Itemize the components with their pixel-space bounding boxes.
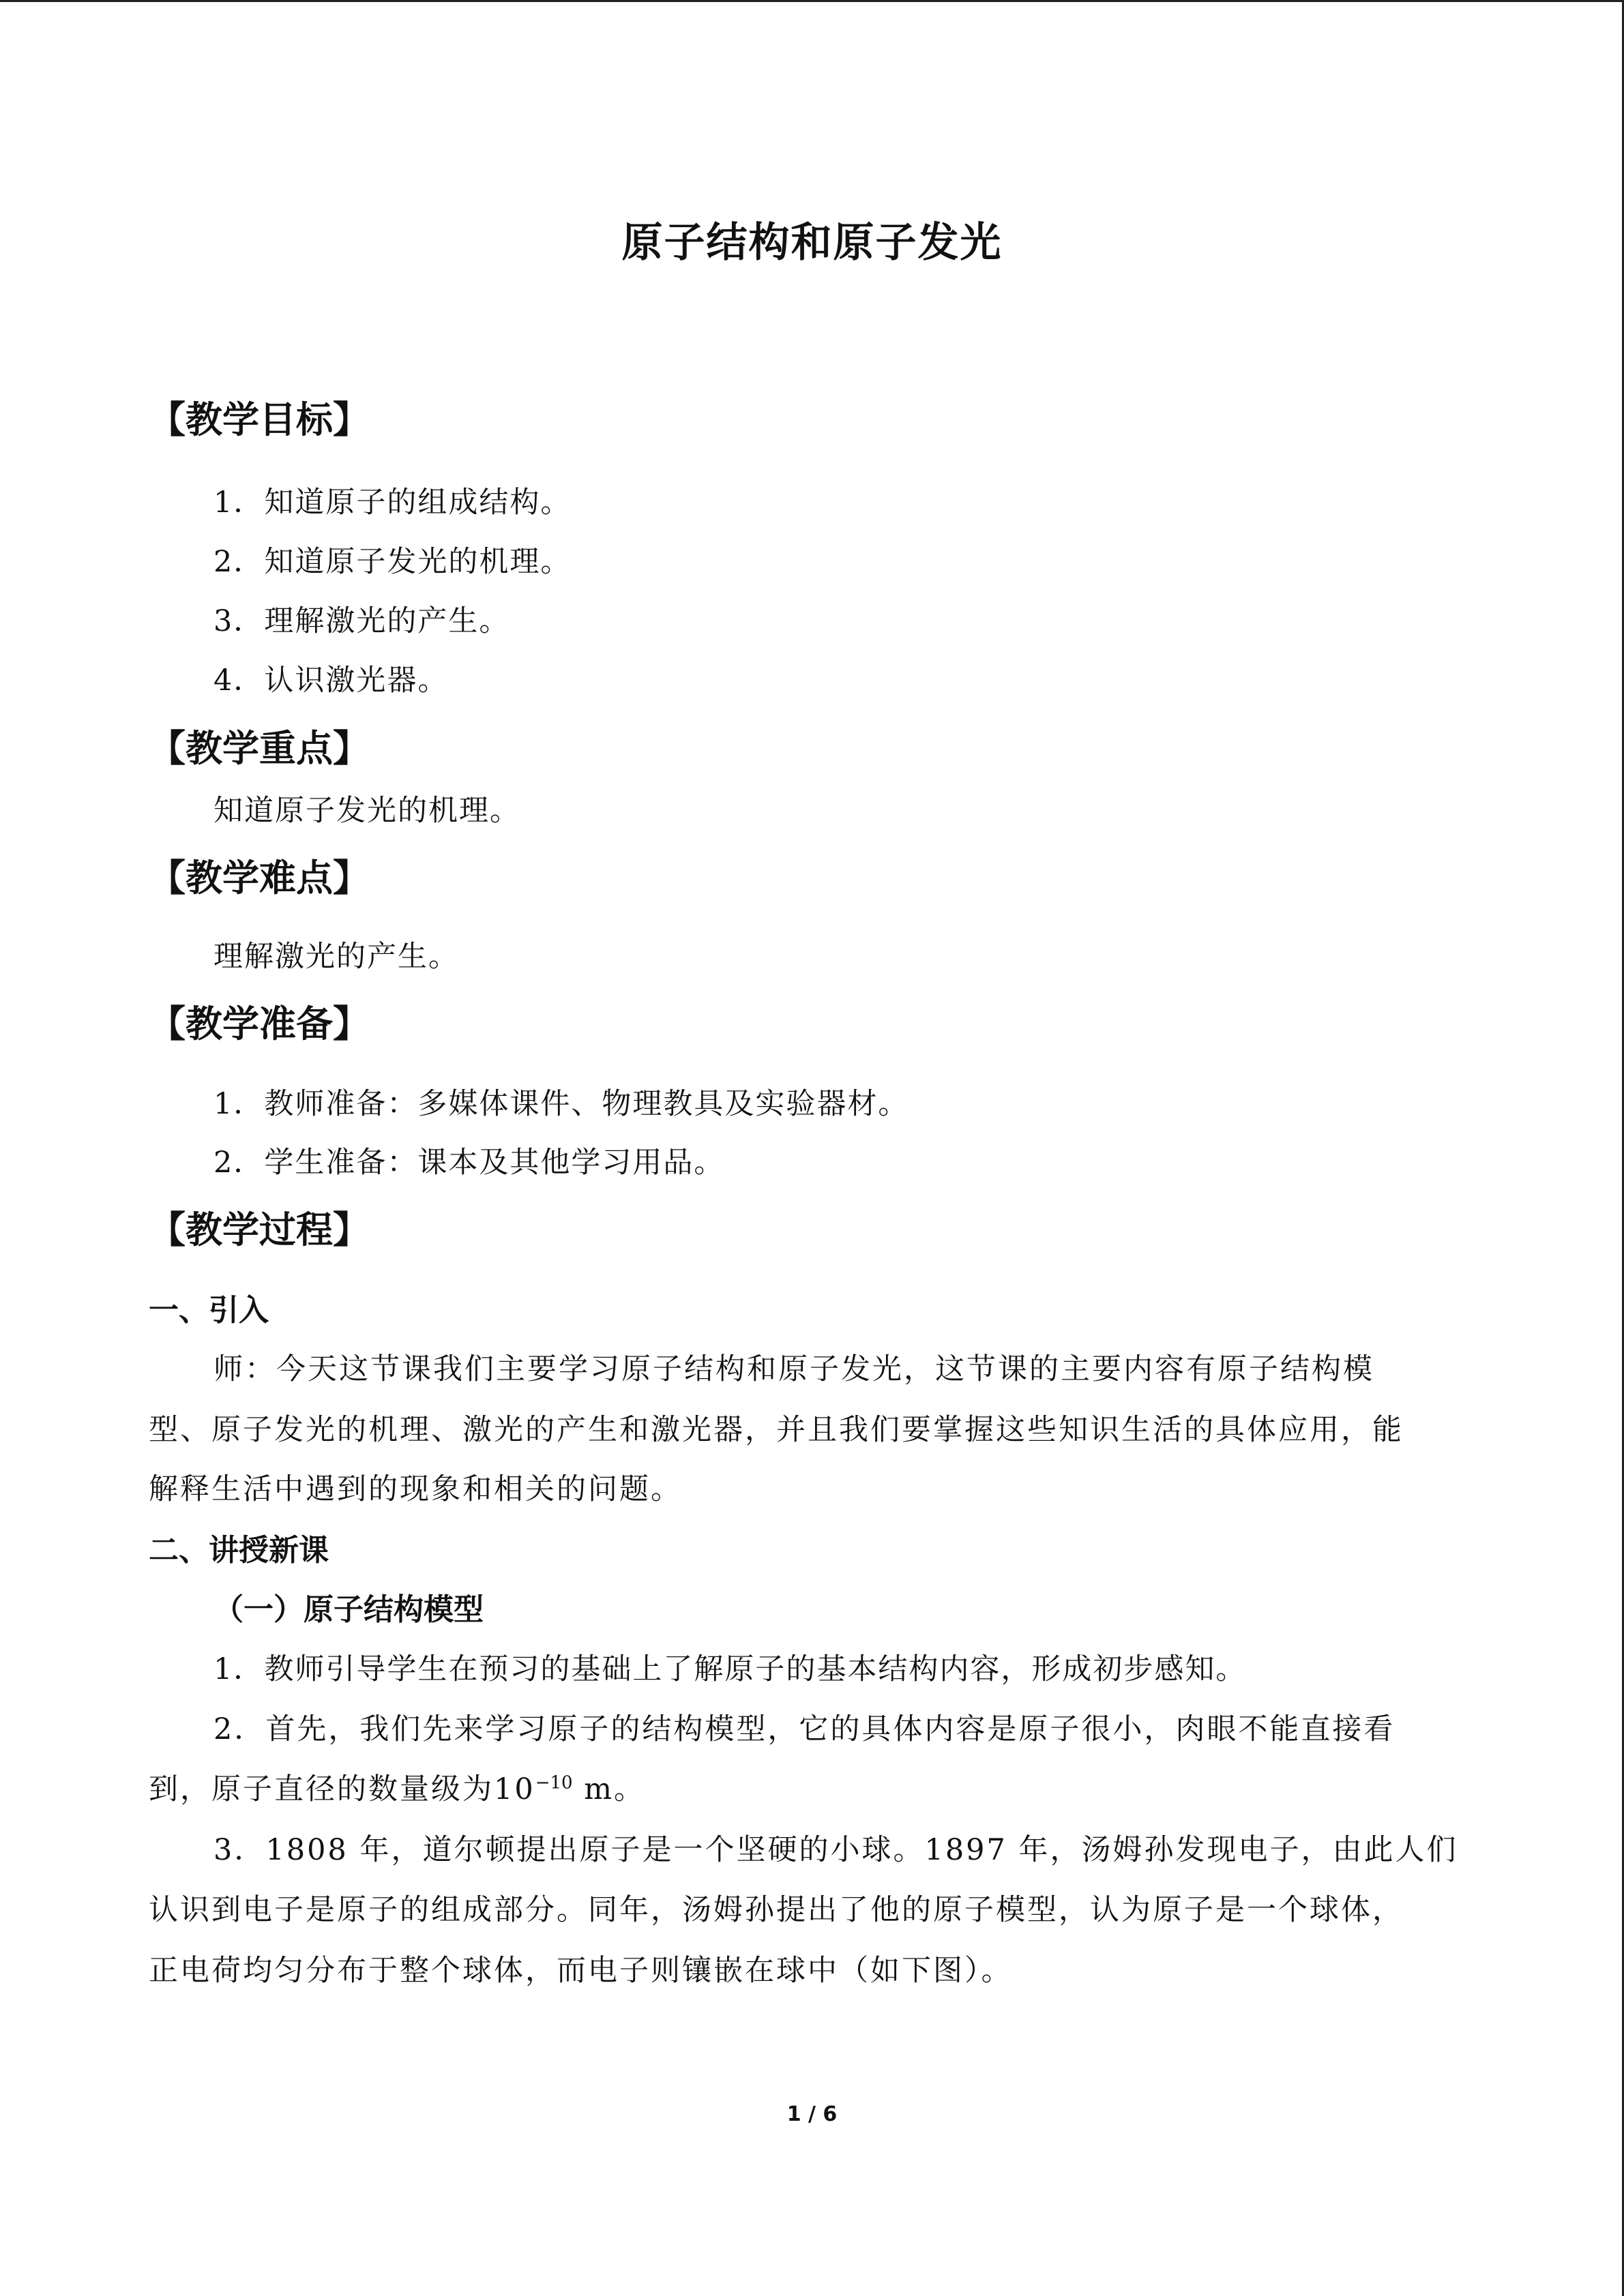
objective-item: 4．认识激光器。 <box>213 664 449 698</box>
lesson-paragraph-1: 1．教师引导学生在预习的基础上了解原子的基本结构内容，形成初步感知。 <box>213 1652 1247 1686</box>
document-title: 原子结构和原子发光 <box>621 219 1003 267</box>
lesson-paragraph-2-line-2 <box>149 1766 645 1808</box>
objectives-heading: 【教学目标】 <box>149 398 370 441</box>
difficulties-heading: 【教学难点】 <box>149 856 370 899</box>
preparation-item: 1．教师准备：多媒体课件、物理教具及实验器材。 <box>213 1087 909 1121</box>
lesson-paragraph-3-line: 3．1808 年，道尔顿提出原子是一个坚硬的小球。1897 年，汤姆孙发现电子，由此人们 <box>213 1833 1458 1867</box>
new-lesson-heading: 二、讲授新课 <box>149 1533 329 1568</box>
objective-item: 3．理解激光的产生。 <box>213 604 510 638</box>
atom-size-text: 到，原子直径的数量级为10 <box>149 1772 535 1806</box>
page-number: 1 / 6 <box>786 2102 838 2126</box>
intro-line: 师：今天这节课我们主要学习原子结构和原子发光，这节课的主要内容有原子结构模 <box>213 1352 1374 1386</box>
lesson-paragraph-3-line: 认识到电子是原子的组成部分。同年，汤姆孙提出了他的原子模型，认为原子是一个球体， <box>149 1893 1404 1927</box>
preparation-heading: 【教学准备】 <box>149 1002 370 1045</box>
atomic-model-subheading: （一）原子结构模型 <box>213 1592 484 1627</box>
objective-item: 2．知道原子发光的机理。 <box>213 545 572 579</box>
intro-line: 解释生活中遇到的现象和相关的问题。 <box>149 1472 682 1506</box>
lesson-paragraph-3-line: 正电荷均匀分布于整个球体，而电子则镶嵌在球中（如下图）。 <box>149 1954 1013 1988</box>
process-heading: 【教学过程】 <box>149 1208 370 1251</box>
key-points-text: 知道原子发光的机理。 <box>213 794 520 828</box>
atom-size-unit: m。 <box>572 1772 646 1806</box>
difficulties-text: 理解激光的产生。 <box>213 940 459 974</box>
key-points-heading: 【教学重点】 <box>149 727 370 770</box>
atom-size-exponent: −10 <box>535 1772 573 1793</box>
lesson-paragraph-2-line-1: 2．首先，我们先来学习原子的结构模型，它的具体内容是原子很小，肉眼不能直接看 <box>213 1712 1396 1746</box>
objective-item: 1．知道原子的组成结构。 <box>213 486 572 520</box>
intro-heading: 一、引入 <box>149 1293 269 1328</box>
intro-line: 型、原子发光的机理、激光的产生和激光器，并且我们要掌握这些知识生活的具体应用，能 <box>149 1413 1404 1447</box>
page-top-border <box>0 0 1624 2</box>
preparation-item: 2．学生准备：课本及其他学习用品。 <box>213 1146 725 1180</box>
